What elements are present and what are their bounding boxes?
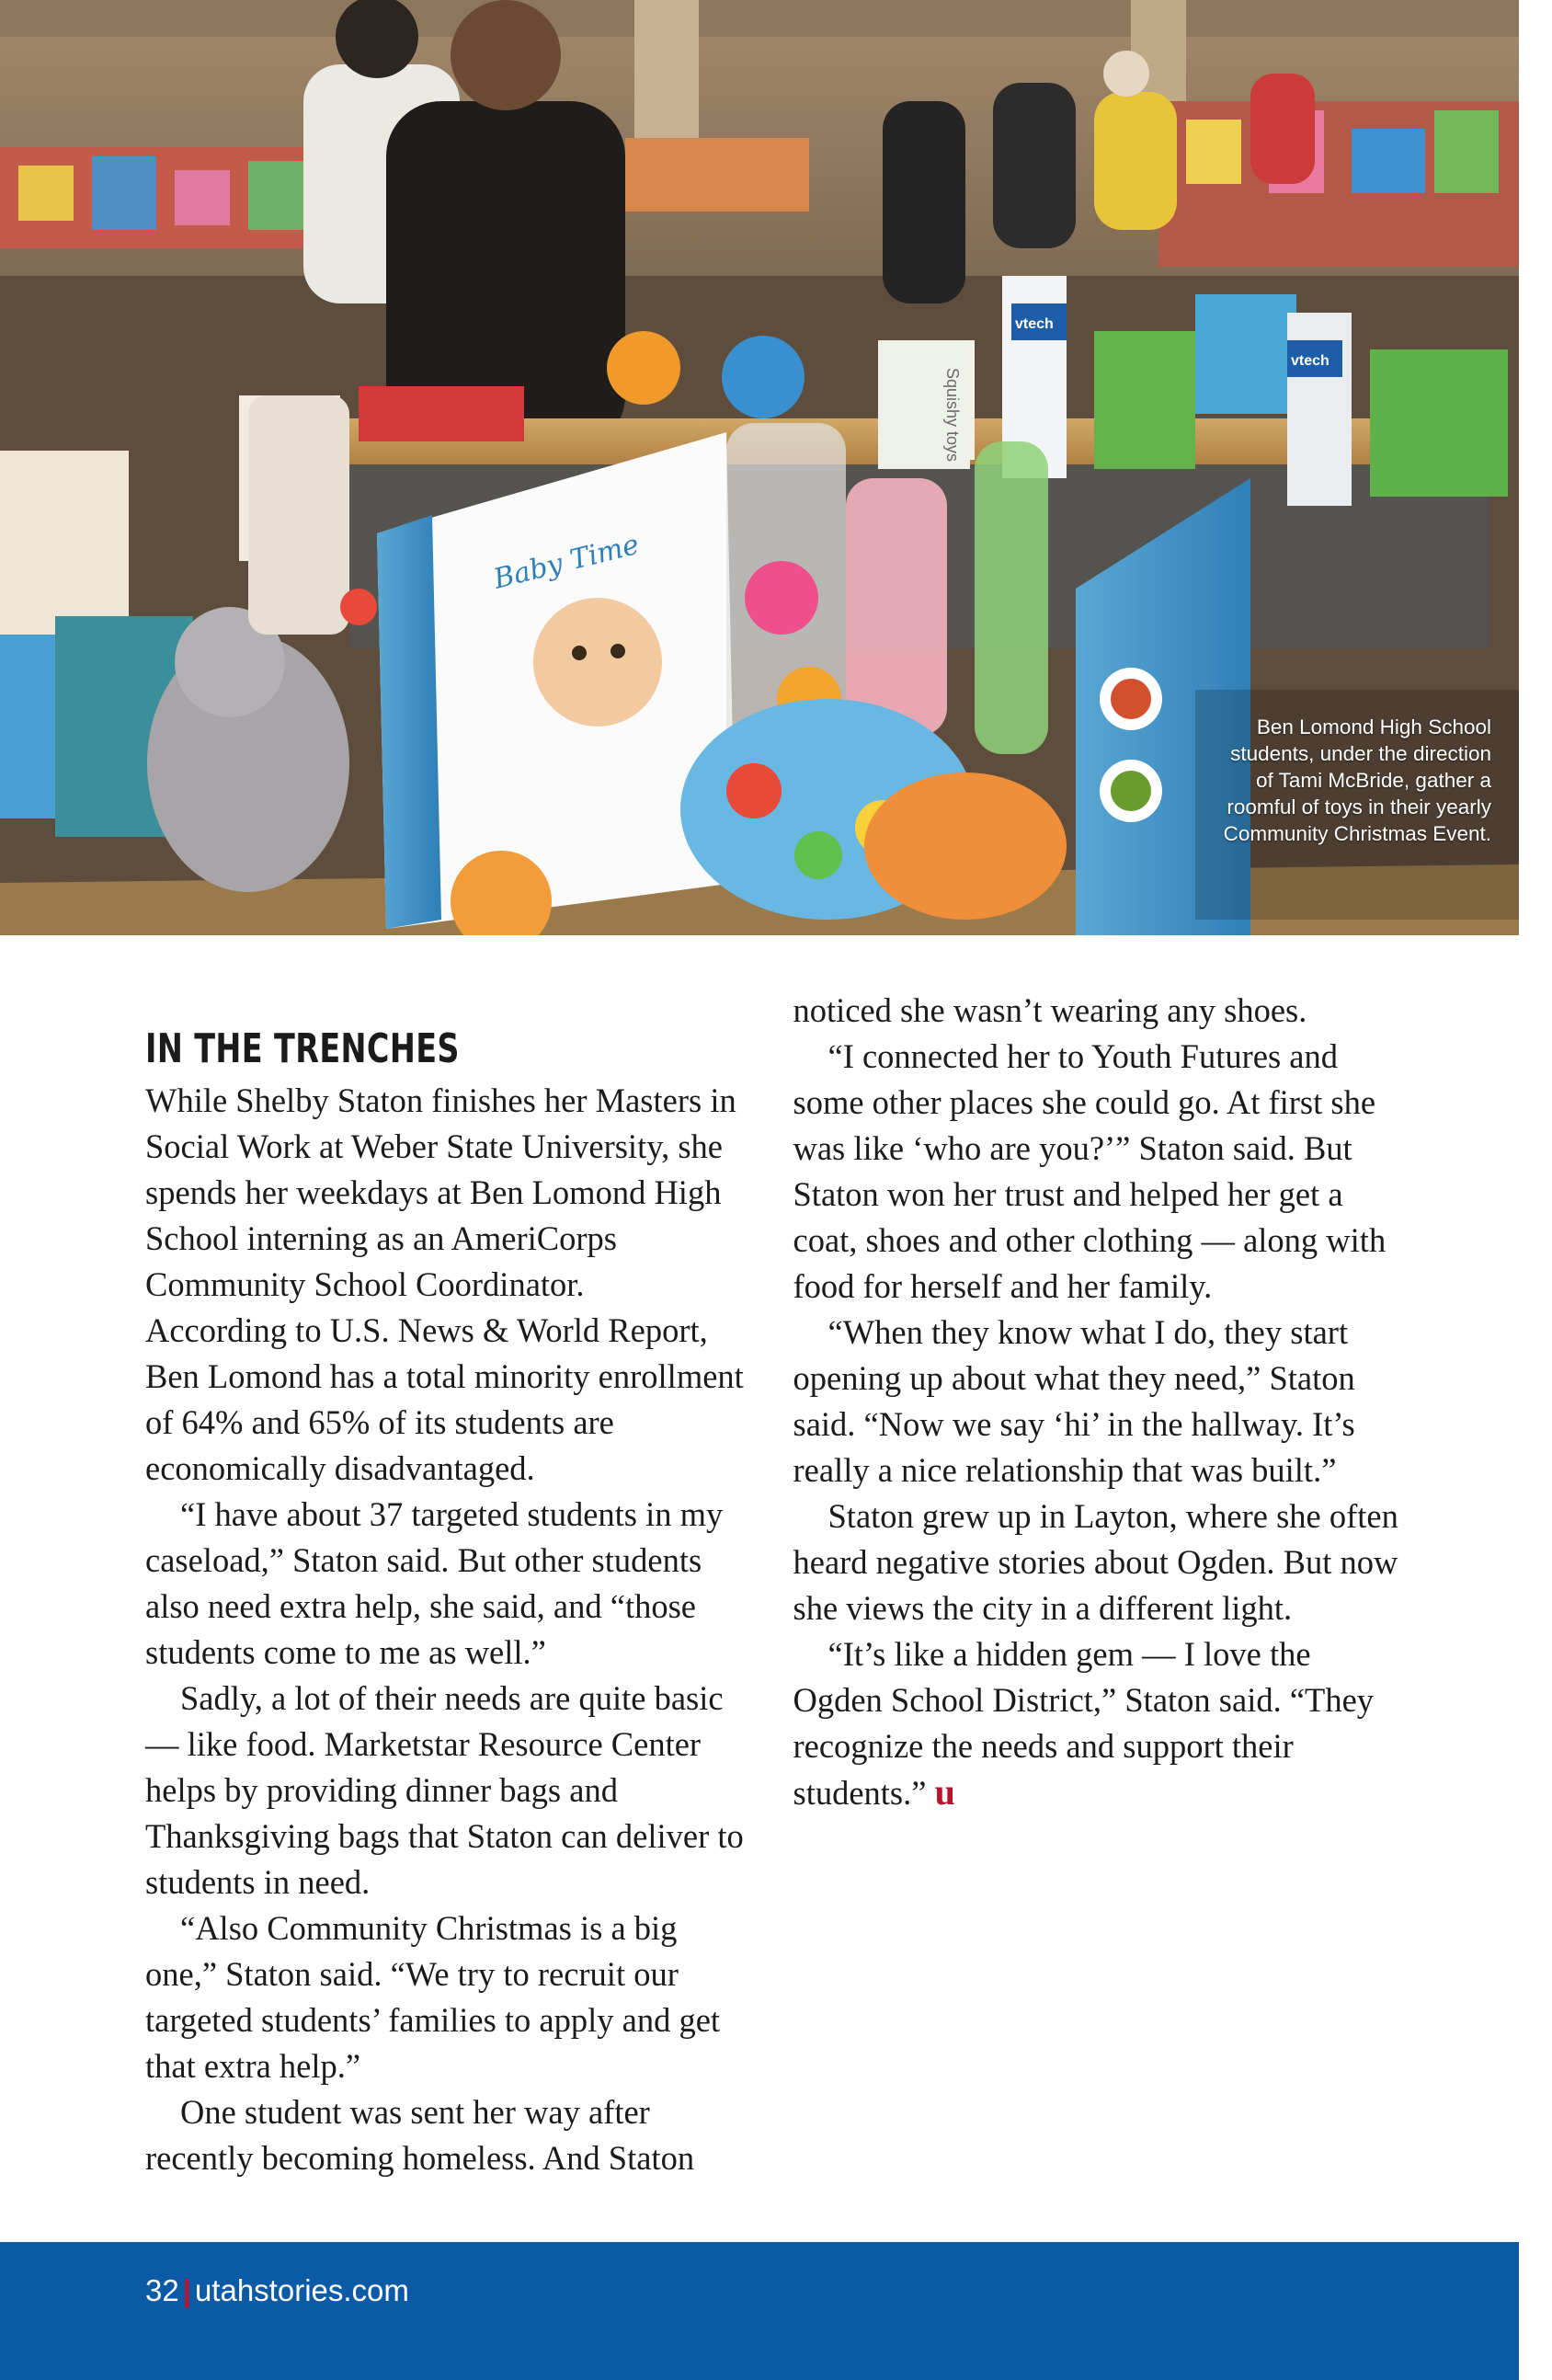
photo-caption: Ben Lomond High School students, under the direction of Tami McBride, gather a roomful of toys in their yearly Community Christmas Event.: [1223, 715, 1491, 845]
article-paragraph: Staton grew up in Layton, where she often heard negative stories about Ogden. But now she views the city in a different light.: [793, 1497, 1398, 1627]
article-paragraph-text: “It’s like a hidden gem — I love the Ogden School District,” Staton said. “They recognize the needs and support their students.”: [793, 1635, 1375, 1812]
end-of-story-mark: u: [934, 1771, 955, 1813]
vtech-label-2: vtech: [1291, 353, 1329, 369]
article-paragraph: “Also Community Christmas is a big one,” Staton said. “We try to recruit our targeted students’ families to apply and get that extra help.”: [145, 1909, 721, 2085]
squishy-toys-box: [878, 340, 970, 469]
section-headline: IN THE TRENCHES: [145, 1025, 460, 1072]
article-paragraph: One student was sent her way after recently becoming homeless. And Staton noticed she wasn’t wearing any shoes.: [145, 991, 1307, 2177]
article-paragraph: “I have about 37 targeted students in my caseload,” Staton said. But other students also need extra help, she said, and “those students come to me as well.”: [145, 1495, 724, 1671]
site-link[interactable]: utahstories.com: [194, 2273, 409, 2307]
article-body: [145, 988, 1400, 2183]
article-paragraph-last: [793, 1631, 1401, 1816]
page-folio: [145, 2270, 409, 2312]
squishy-toys-label: Squishy toys: [943, 368, 962, 463]
article-paragraph: While Shelby Staton finishes her Masters in Social Work at Weber State University, she spends her weekdays at Ben Lomond High School interning as an AmeriCorps Community School Coordinator.: [145, 1081, 736, 1303]
article-paragraph: “When they know what I do, they start opening up about what they need,” Staton said. “Now we say ‘hi’ in the hallway. It’s really a nice relationship that was built.”: [793, 1313, 1355, 1489]
baby-time-box-label: Baby Time: [490, 528, 643, 596]
toy-event-photo: [0, 0, 1519, 935]
page-number: 32: [145, 2273, 179, 2307]
vtech-label-1: vtech: [1015, 316, 1054, 332]
article-paragraph: Sadly, a lot of their needs are quite basic — like food. Marketstar Resource Center helps by providing dinner bags and Thanksgiving bags that Staton can deliver to students in need.: [145, 1679, 744, 1901]
article-paragraph: “I connected her to Youth Futures and some other places she could go. At first she was like ‘who are you?’” Staton said. But Staton won her trust and helped her get a coat, shoes and other clothing — along with food for herself and her family.: [793, 1037, 1387, 1305]
article-paragraph: According to U.S. News & World Report, Ben Lomond has a total minority enrollment of 64% and 65% of its students are economically disadvantaged.: [145, 1311, 744, 1487]
folio-separator: |: [182, 2273, 191, 2307]
